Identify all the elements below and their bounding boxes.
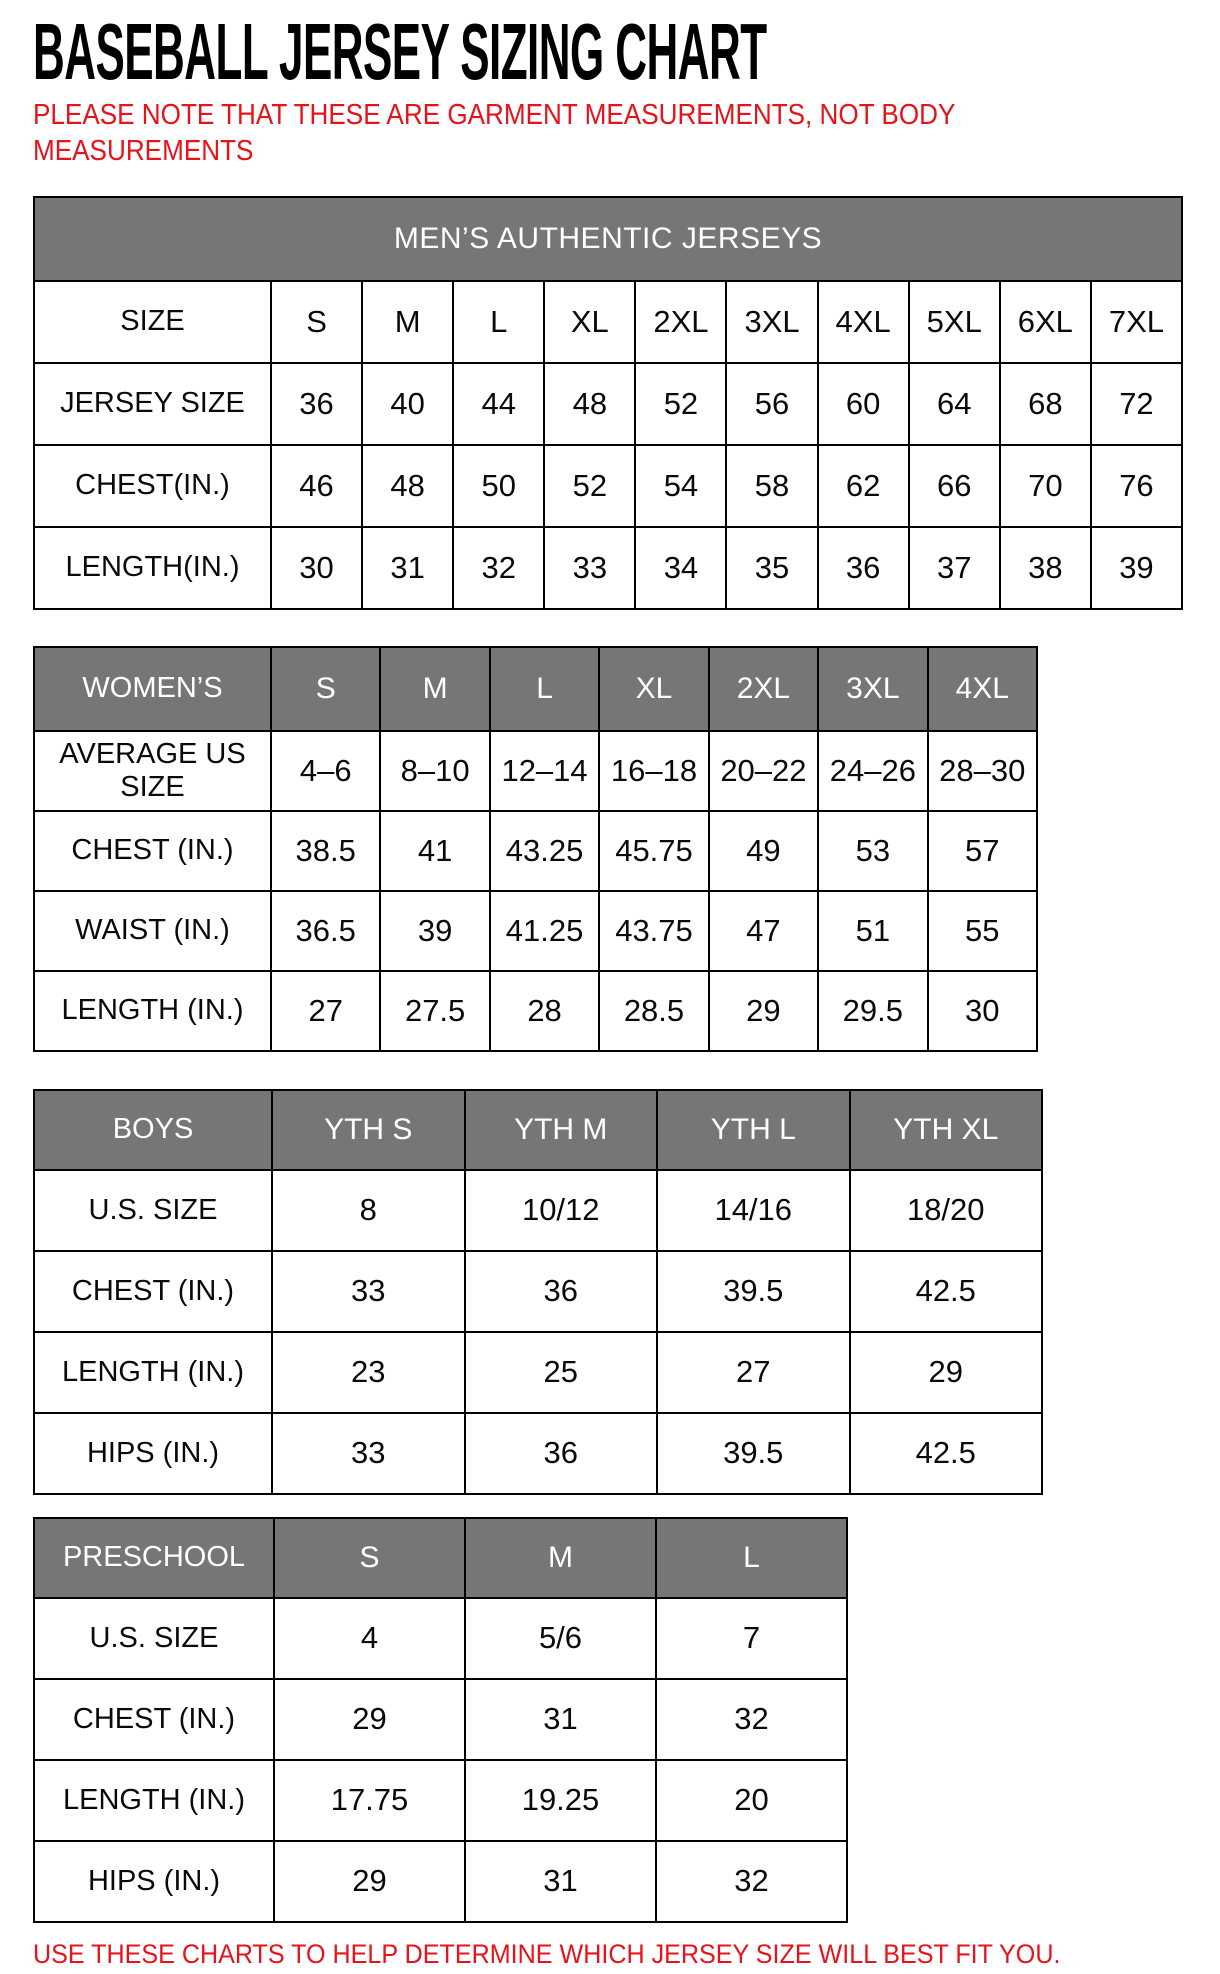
table-cell: 35 xyxy=(727,528,816,608)
table-cell: 43.75 xyxy=(600,892,707,970)
preschool-hips-row-label: HIPS (IN.) xyxy=(35,1842,273,1921)
table-cell: 28.5 xyxy=(600,972,707,1050)
table-cell: 4–6 xyxy=(272,732,379,810)
table-cell: 52 xyxy=(545,446,634,526)
womens-table xyxy=(33,646,1038,1052)
footer-text: USE THESE CHARTS TO HELP DETERMINE WHICH JERSEY SIZE WILL BEST FIT YOU. xyxy=(33,1938,1061,1969)
table-cell: 32 xyxy=(454,528,543,608)
table-cell: 8–10 xyxy=(381,732,488,810)
boys-hips-row-label: HIPS (IN.) xyxy=(35,1414,271,1493)
table-cell: 24–26 xyxy=(819,732,926,810)
table-cell: 57 xyxy=(929,812,1036,890)
preschool-us-size-row-label: U.S. SIZE xyxy=(35,1599,273,1678)
table-cell: 58 xyxy=(727,446,816,526)
table-cell: 29 xyxy=(710,972,817,1050)
table-cell: 33 xyxy=(273,1252,464,1331)
table-cell: 29 xyxy=(275,1842,464,1921)
table-cell: 76 xyxy=(1092,446,1181,526)
table-cell: 53 xyxy=(819,812,926,890)
table-cell: 50 xyxy=(454,446,543,526)
womens-table-header-label: WOMEN’S xyxy=(35,648,270,730)
table-cell: 49 xyxy=(710,812,817,890)
table-cell: YTH L xyxy=(658,1091,849,1169)
table-cell: 16–18 xyxy=(600,732,707,810)
table-cell: 4XL xyxy=(819,282,908,362)
table-cell: 43.25 xyxy=(491,812,598,890)
table-cell: 46 xyxy=(272,446,361,526)
table-cell: 31 xyxy=(466,1842,655,1921)
table-cell: 2XL xyxy=(710,648,817,730)
table-cell: 4 xyxy=(275,1599,464,1678)
table-cell: 39.5 xyxy=(658,1252,849,1331)
table-cell: 44 xyxy=(454,364,543,444)
preschool-length-row-label: LENGTH (IN.) xyxy=(35,1761,273,1840)
boys-us-size-row-label: U.S. SIZE xyxy=(35,1171,271,1250)
table-cell: 60 xyxy=(819,364,908,444)
table-cell: YTH S xyxy=(273,1091,464,1169)
table-cell: 32 xyxy=(657,1842,846,1921)
table-cell: 17.75 xyxy=(275,1761,464,1840)
table-cell: 36.5 xyxy=(272,892,379,970)
table-cell: 18/20 xyxy=(851,1171,1042,1250)
table-cell: 27.5 xyxy=(381,972,488,1050)
mens-chest-row-label: CHEST(IN.) xyxy=(35,446,270,526)
table-cell: 20–22 xyxy=(710,732,817,810)
table-cell: 33 xyxy=(273,1414,464,1493)
table-cell: 2XL xyxy=(636,282,725,362)
table-cell: 5/6 xyxy=(466,1599,655,1678)
table-cell: XL xyxy=(545,282,634,362)
preschool-table xyxy=(33,1517,848,1923)
table-cell: M xyxy=(363,282,452,362)
table-cell: 48 xyxy=(545,364,634,444)
table-cell: 30 xyxy=(272,528,361,608)
table-cell: 40 xyxy=(363,364,452,444)
table-cell: 29 xyxy=(275,1680,464,1759)
table-cell: 48 xyxy=(363,446,452,526)
womens-chest-row-label: CHEST (IN.) xyxy=(35,812,270,890)
table-cell: 33 xyxy=(545,528,634,608)
table-cell: 30 xyxy=(929,972,1036,1050)
table-cell: 10/12 xyxy=(466,1171,657,1250)
table-cell: 72 xyxy=(1092,364,1181,444)
note-text: PLEASE NOTE THAT THESE ARE GARMENT MEASUREMENTS, NOT BODY MEASUREMENTS xyxy=(33,99,955,167)
table-cell: 28 xyxy=(491,972,598,1050)
table-cell: 51 xyxy=(819,892,926,970)
boys-chest-row-label: CHEST (IN.) xyxy=(35,1252,271,1331)
table-cell: S xyxy=(275,1519,464,1597)
table-cell: 38.5 xyxy=(272,812,379,890)
table-cell: 41 xyxy=(381,812,488,890)
mens-jersey-size-row-label: JERSEY SIZE xyxy=(35,364,270,444)
preschool-chest-row-label: CHEST (IN.) xyxy=(35,1680,273,1759)
table-cell: 39.5 xyxy=(658,1414,849,1493)
table-cell: 25 xyxy=(466,1333,657,1412)
table-cell: 31 xyxy=(363,528,452,608)
table-cell: 6XL xyxy=(1001,282,1090,362)
table-cell: 66 xyxy=(910,446,999,526)
table-cell: 54 xyxy=(636,446,725,526)
table-cell: 42.5 xyxy=(851,1252,1042,1331)
table-cell: YTH XL xyxy=(851,1091,1042,1169)
table-cell: 29.5 xyxy=(819,972,926,1050)
table-cell: 56 xyxy=(727,364,816,444)
table-cell: 39 xyxy=(1092,528,1181,608)
table-cell: 7 xyxy=(657,1599,846,1678)
table-cell: L xyxy=(491,648,598,730)
womens-waist-row-label: WAIST (IN.) xyxy=(35,892,270,970)
table-cell: 3XL xyxy=(727,282,816,362)
table-cell: 23 xyxy=(273,1333,464,1412)
table-cell: 32 xyxy=(657,1680,846,1759)
table-cell: 70 xyxy=(1001,446,1090,526)
table-cell: 7XL xyxy=(1092,282,1181,362)
table-cell: 36 xyxy=(466,1252,657,1331)
table-cell: 38 xyxy=(1001,528,1090,608)
table-cell: 28–30 xyxy=(929,732,1036,810)
table-cell: 5XL xyxy=(910,282,999,362)
table-cell: 3XL xyxy=(819,648,926,730)
table-cell: 64 xyxy=(910,364,999,444)
boys-length-row-label: LENGTH (IN.) xyxy=(35,1333,271,1412)
mens-length-row-label: LENGTH(IN.) xyxy=(35,528,270,608)
preschool-table-header-label: PRESCHOOL xyxy=(35,1519,273,1597)
table-cell: 55 xyxy=(929,892,1036,970)
table-cell: 39 xyxy=(381,892,488,970)
table-cell: 29 xyxy=(851,1333,1042,1412)
table-cell: S xyxy=(272,648,379,730)
table-cell: S xyxy=(272,282,361,362)
table-cell: M xyxy=(466,1519,655,1597)
table-cell: 34 xyxy=(636,528,725,608)
table-cell: 52 xyxy=(636,364,725,444)
table-cell: M xyxy=(381,648,488,730)
table-cell: L xyxy=(657,1519,846,1597)
table-cell: 4XL xyxy=(929,648,1036,730)
table-cell: 31 xyxy=(466,1680,655,1759)
table-cell: 12–14 xyxy=(491,732,598,810)
table-cell: XL xyxy=(600,648,707,730)
table-cell: 19.25 xyxy=(466,1761,655,1840)
mens-size-row-label: SIZE xyxy=(35,282,270,362)
womens-length-row-label: LENGTH (IN.) xyxy=(35,972,270,1050)
table-cell: 36 xyxy=(466,1414,657,1493)
table-cell: 20 xyxy=(657,1761,846,1840)
table-cell: 36 xyxy=(272,364,361,444)
table-cell: 14/16 xyxy=(658,1171,849,1250)
table-cell: YTH M xyxy=(466,1091,657,1169)
table-cell: 41.25 xyxy=(491,892,598,970)
mens-table xyxy=(33,196,1183,610)
table-cell: 42.5 xyxy=(851,1414,1042,1493)
table-cell: L xyxy=(454,282,543,362)
table-cell: 62 xyxy=(819,446,908,526)
table-cell: 45.75 xyxy=(600,812,707,890)
table-cell: 36 xyxy=(819,528,908,608)
table-cell: 27 xyxy=(658,1333,849,1412)
boys-table-header-label: BOYS xyxy=(35,1091,271,1169)
table-cell: 8 xyxy=(273,1171,464,1250)
mens-table-title: MEN’S AUTHENTIC JERSEYS xyxy=(35,198,1181,280)
page-title: BASEBALL JERSEY SIZING CHART xyxy=(33,7,767,96)
table-cell: 47 xyxy=(710,892,817,970)
table-cell: 27 xyxy=(272,972,379,1050)
table-cell: 68 xyxy=(1001,364,1090,444)
table-cell: 37 xyxy=(910,528,999,608)
boys-table xyxy=(33,1089,1043,1495)
womens-us-size-row-label: AVERAGE US SIZE xyxy=(35,732,270,810)
